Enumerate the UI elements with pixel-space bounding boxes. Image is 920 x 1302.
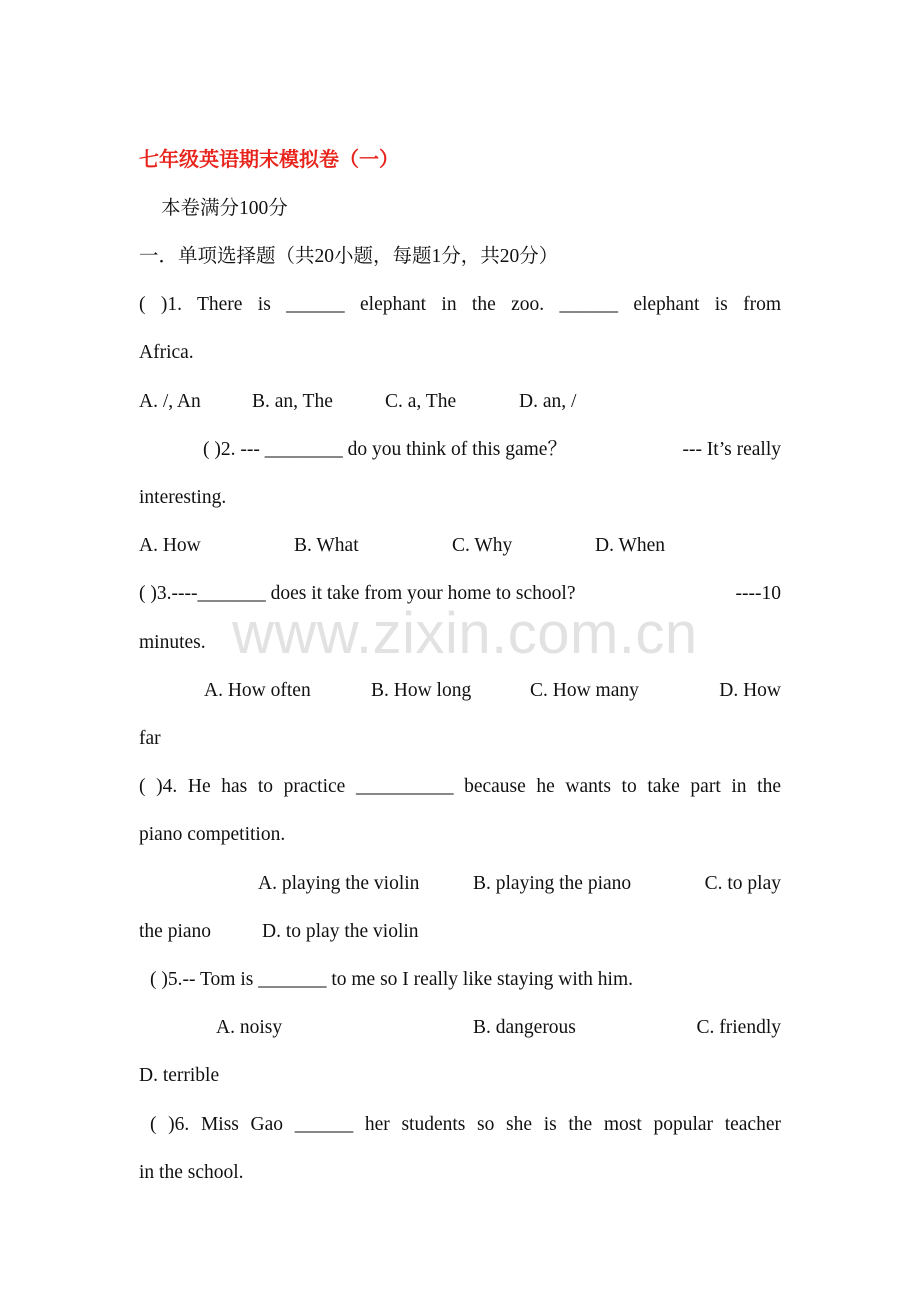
- question-4-stem: ( )4. He has to practice __________ because he wants to take part in the: [139, 776, 781, 797]
- option-d: D. to play the violin: [262, 921, 419, 942]
- question-4-options: [139, 868, 781, 900]
- option-b: B. an, The: [252, 391, 333, 412]
- option-d: D. How: [719, 680, 781, 701]
- question-1-stem: ( )1. There is ______ elephant in the zoo. ______ elephant is from: [139, 294, 781, 315]
- option-d: D. an, /: [519, 391, 577, 412]
- question-3-options: [139, 675, 781, 707]
- question-4-options-cont: [139, 916, 781, 948]
- question-3-stem-right: ----10: [735, 583, 781, 604]
- option-c: C. friendly: [696, 1017, 781, 1038]
- option-a: A. How often: [204, 680, 311, 701]
- option-c: C. a, The: [385, 391, 457, 412]
- option-a: A. playing the violin: [258, 873, 420, 894]
- question-5-options-cont: D. terrible: [139, 1065, 220, 1086]
- watermark: www.zixin.com.cn: [232, 601, 698, 666]
- option-c: C. Why: [452, 535, 513, 556]
- option-b: B. dangerous: [473, 1017, 576, 1038]
- option-a: A. How: [139, 535, 201, 556]
- option-c-cont: the piano: [139, 921, 212, 942]
- question-3-options-cont: far: [139, 728, 161, 749]
- option-c: C. How many: [530, 680, 639, 701]
- page-title: 七年级英语期末模拟卷（一）: [139, 149, 399, 171]
- question-3-stem-left: ( )3.----_______ does it take from your home to school?: [139, 583, 576, 604]
- question-2-options: [139, 530, 781, 562]
- question-6-stem-cont: in the school.: [139, 1162, 244, 1183]
- question-5-stem: ( )5.-- Tom is _______ to me so I really like staying with him.: [150, 969, 634, 990]
- option-b: B. playing the piano: [473, 873, 632, 894]
- question-2-stem-left: ( )2. --- ________ do you think of this game？: [203, 439, 567, 460]
- score-note: 本卷满分100分: [161, 198, 288, 219]
- question-2-stem-right: --- It’s really: [682, 439, 781, 460]
- question-2-stem: [139, 434, 781, 466]
- question-6-stem: ( )6. Miss Gao ______ her students so she is the most popular teacher: [150, 1114, 781, 1135]
- option-a: A. noisy: [216, 1017, 283, 1038]
- option-d: D. When: [595, 535, 666, 556]
- section-heading: 一．单项选择题（共20小题，每题1分，共20分）: [139, 246, 559, 267]
- question-1-stem-cont: Africa.: [139, 342, 194, 363]
- option-c: C. to play: [704, 873, 781, 894]
- question-2-stem-cont: interesting.: [139, 487, 227, 508]
- question-5-options: [139, 1012, 781, 1044]
- option-a: A. /, An: [139, 391, 201, 412]
- question-1-options: [139, 386, 781, 418]
- question-4-stem-cont: piano competition.: [139, 824, 286, 845]
- option-b: B. What: [294, 535, 359, 556]
- question-3-stem-cont: minutes.: [139, 632, 206, 653]
- option-b: B. How long: [371, 680, 472, 701]
